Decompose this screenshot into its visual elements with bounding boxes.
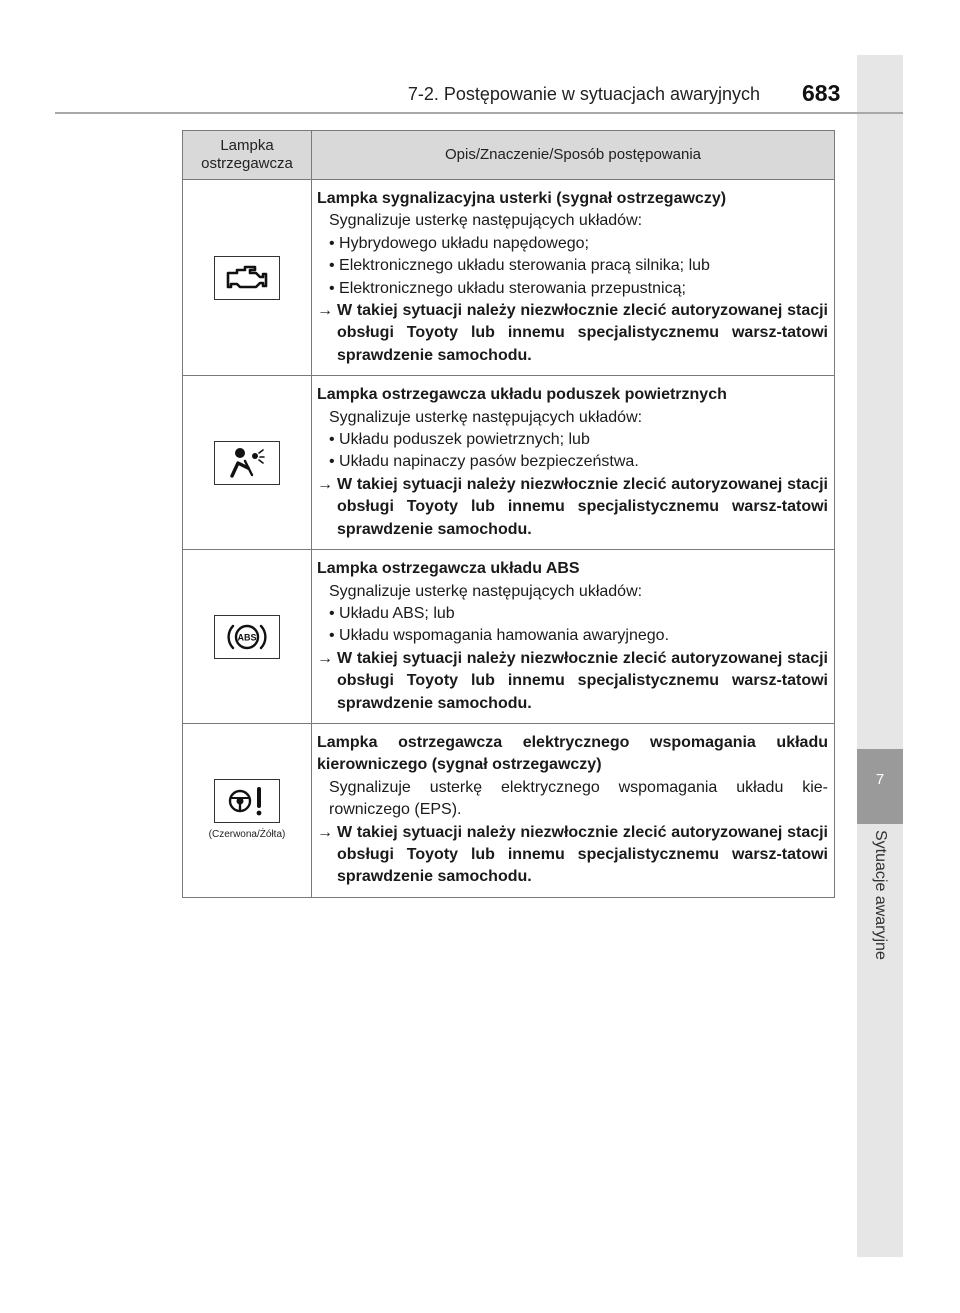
icon-cell	[183, 550, 312, 724]
lamp-item: • Układu wspomagania hamowania awaryjnego.	[329, 627, 670, 645]
table-row	[183, 723, 835, 897]
icon-cell	[183, 180, 312, 376]
col-header-lamp-line2: ostrzegawcza	[201, 155, 293, 172]
lamp-action-text: W takiej sytuacji należy niezwłocznie zlecić autoryzowanej stacji obsługi Toyoty lub innemu specjalistycznemu warsz-tatowi sprawdzenie samochodu.	[337, 302, 828, 364]
arrow-icon: →	[317, 649, 333, 667]
description-cell	[312, 180, 835, 376]
icon-cell	[183, 376, 312, 550]
side-tab	[857, 55, 903, 1257]
lamp-title: Lampka ostrzegawcza układu poduszek powietrznych	[317, 386, 727, 404]
lamp-action	[317, 648, 828, 715]
lamp-action-text: W takiej sytuacji należy niezwłocznie zlecić autoryzowanej stacji obsługi Toyoty lub innemu specjalistycznemu warsz-tatowi sprawdzenie samochodu.	[337, 475, 828, 538]
chapter-label: Sytuacje awaryjne	[872, 830, 889, 960]
lamp-title: Lampka ostrzegawcza układu ABS	[317, 560, 580, 578]
lamp-item: • Układu poduszek powietrznych; lub	[329, 431, 590, 449]
table-header-row	[183, 131, 835, 180]
lamp-item: • Hybrydowego układu napędowego;	[329, 234, 589, 252]
icon-color-note: (Czerwona/Żółta)	[208, 829, 286, 841]
lamp-intro: Sygnalizuje usterkę elektrycznego wspomagania układu kie-rowniczego (EPS).	[329, 778, 828, 819]
section-title: 7-2. Postępowanie w sytuacjach awaryjnych	[407, 84, 760, 104]
lamp-item: • Układu napinaczy pasów bezpieczeństwa.	[329, 453, 639, 471]
arrow-icon: →	[317, 302, 333, 320]
icon-cell	[183, 723, 312, 897]
lamp-intro: Sygnalizuje usterkę następujących układów:	[329, 408, 643, 426]
col-header-lamp-line1: Lampka	[220, 137, 274, 154]
check-engine-icon	[214, 256, 280, 300]
lamp-item: • Elektronicznego układu sterowania pracą silnika; lub	[329, 257, 710, 275]
lamp-title: Lampka sygnalizacyjna usterki (sygnał ostrzegawczy)	[317, 190, 727, 207]
table-row	[183, 550, 835, 724]
header-rule	[55, 112, 903, 114]
lamp-intro: Sygnalizuje usterkę następujących układów:	[329, 582, 643, 600]
arrow-icon: →	[317, 475, 333, 493]
description-cell	[312, 550, 835, 724]
abs-icon-text: ABS	[237, 632, 257, 643]
lamp-action-text: W takiej sytuacji należy niezwłocznie zlecić autoryzowanej stacji obsługi Toyoty lub innemu specjalistycznemu warsz-tatowi sprawdzenie samochodu.	[337, 823, 828, 886]
description-cell	[312, 376, 835, 550]
table-row	[183, 180, 835, 376]
lamp-intro: Sygnalizuje usterkę następujących układów:	[329, 212, 643, 230]
lamp-action-text: W takiej sytuacji należy niezwłocznie zlecić autoryzowanej stacji obsługi Toyoty lub innemu specjalistycznemu warsz-tatowi sprawdzenie samochodu.	[337, 649, 828, 712]
table-row	[183, 376, 835, 550]
srs-airbag-icon	[214, 441, 280, 485]
warning-lamp-table	[182, 130, 835, 898]
lamp-title: Lampka ostrzegawcza elektrycznego wspomagania układu kierowniczego (sygnał ostrzegawczy)	[317, 733, 828, 774]
chapter-number-tab: 7	[857, 749, 903, 824]
col-header-lamp	[183, 131, 312, 180]
eps-steering-icon	[214, 779, 280, 823]
lamp-action	[317, 822, 828, 889]
lamp-item: • Elektronicznego układu sterowania przepustnicą;	[329, 279, 686, 297]
arrow-icon: →	[317, 823, 333, 841]
description-cell	[312, 723, 835, 897]
abs-icon	[214, 615, 280, 659]
lamp-action	[317, 474, 828, 541]
page-number: 683	[802, 80, 841, 106]
lamp-action	[317, 300, 828, 367]
lamp-item: • Układu ABS; lub	[329, 604, 455, 622]
col-header-description: Opis/Znaczenie/Sposób postępowania	[312, 131, 835, 180]
